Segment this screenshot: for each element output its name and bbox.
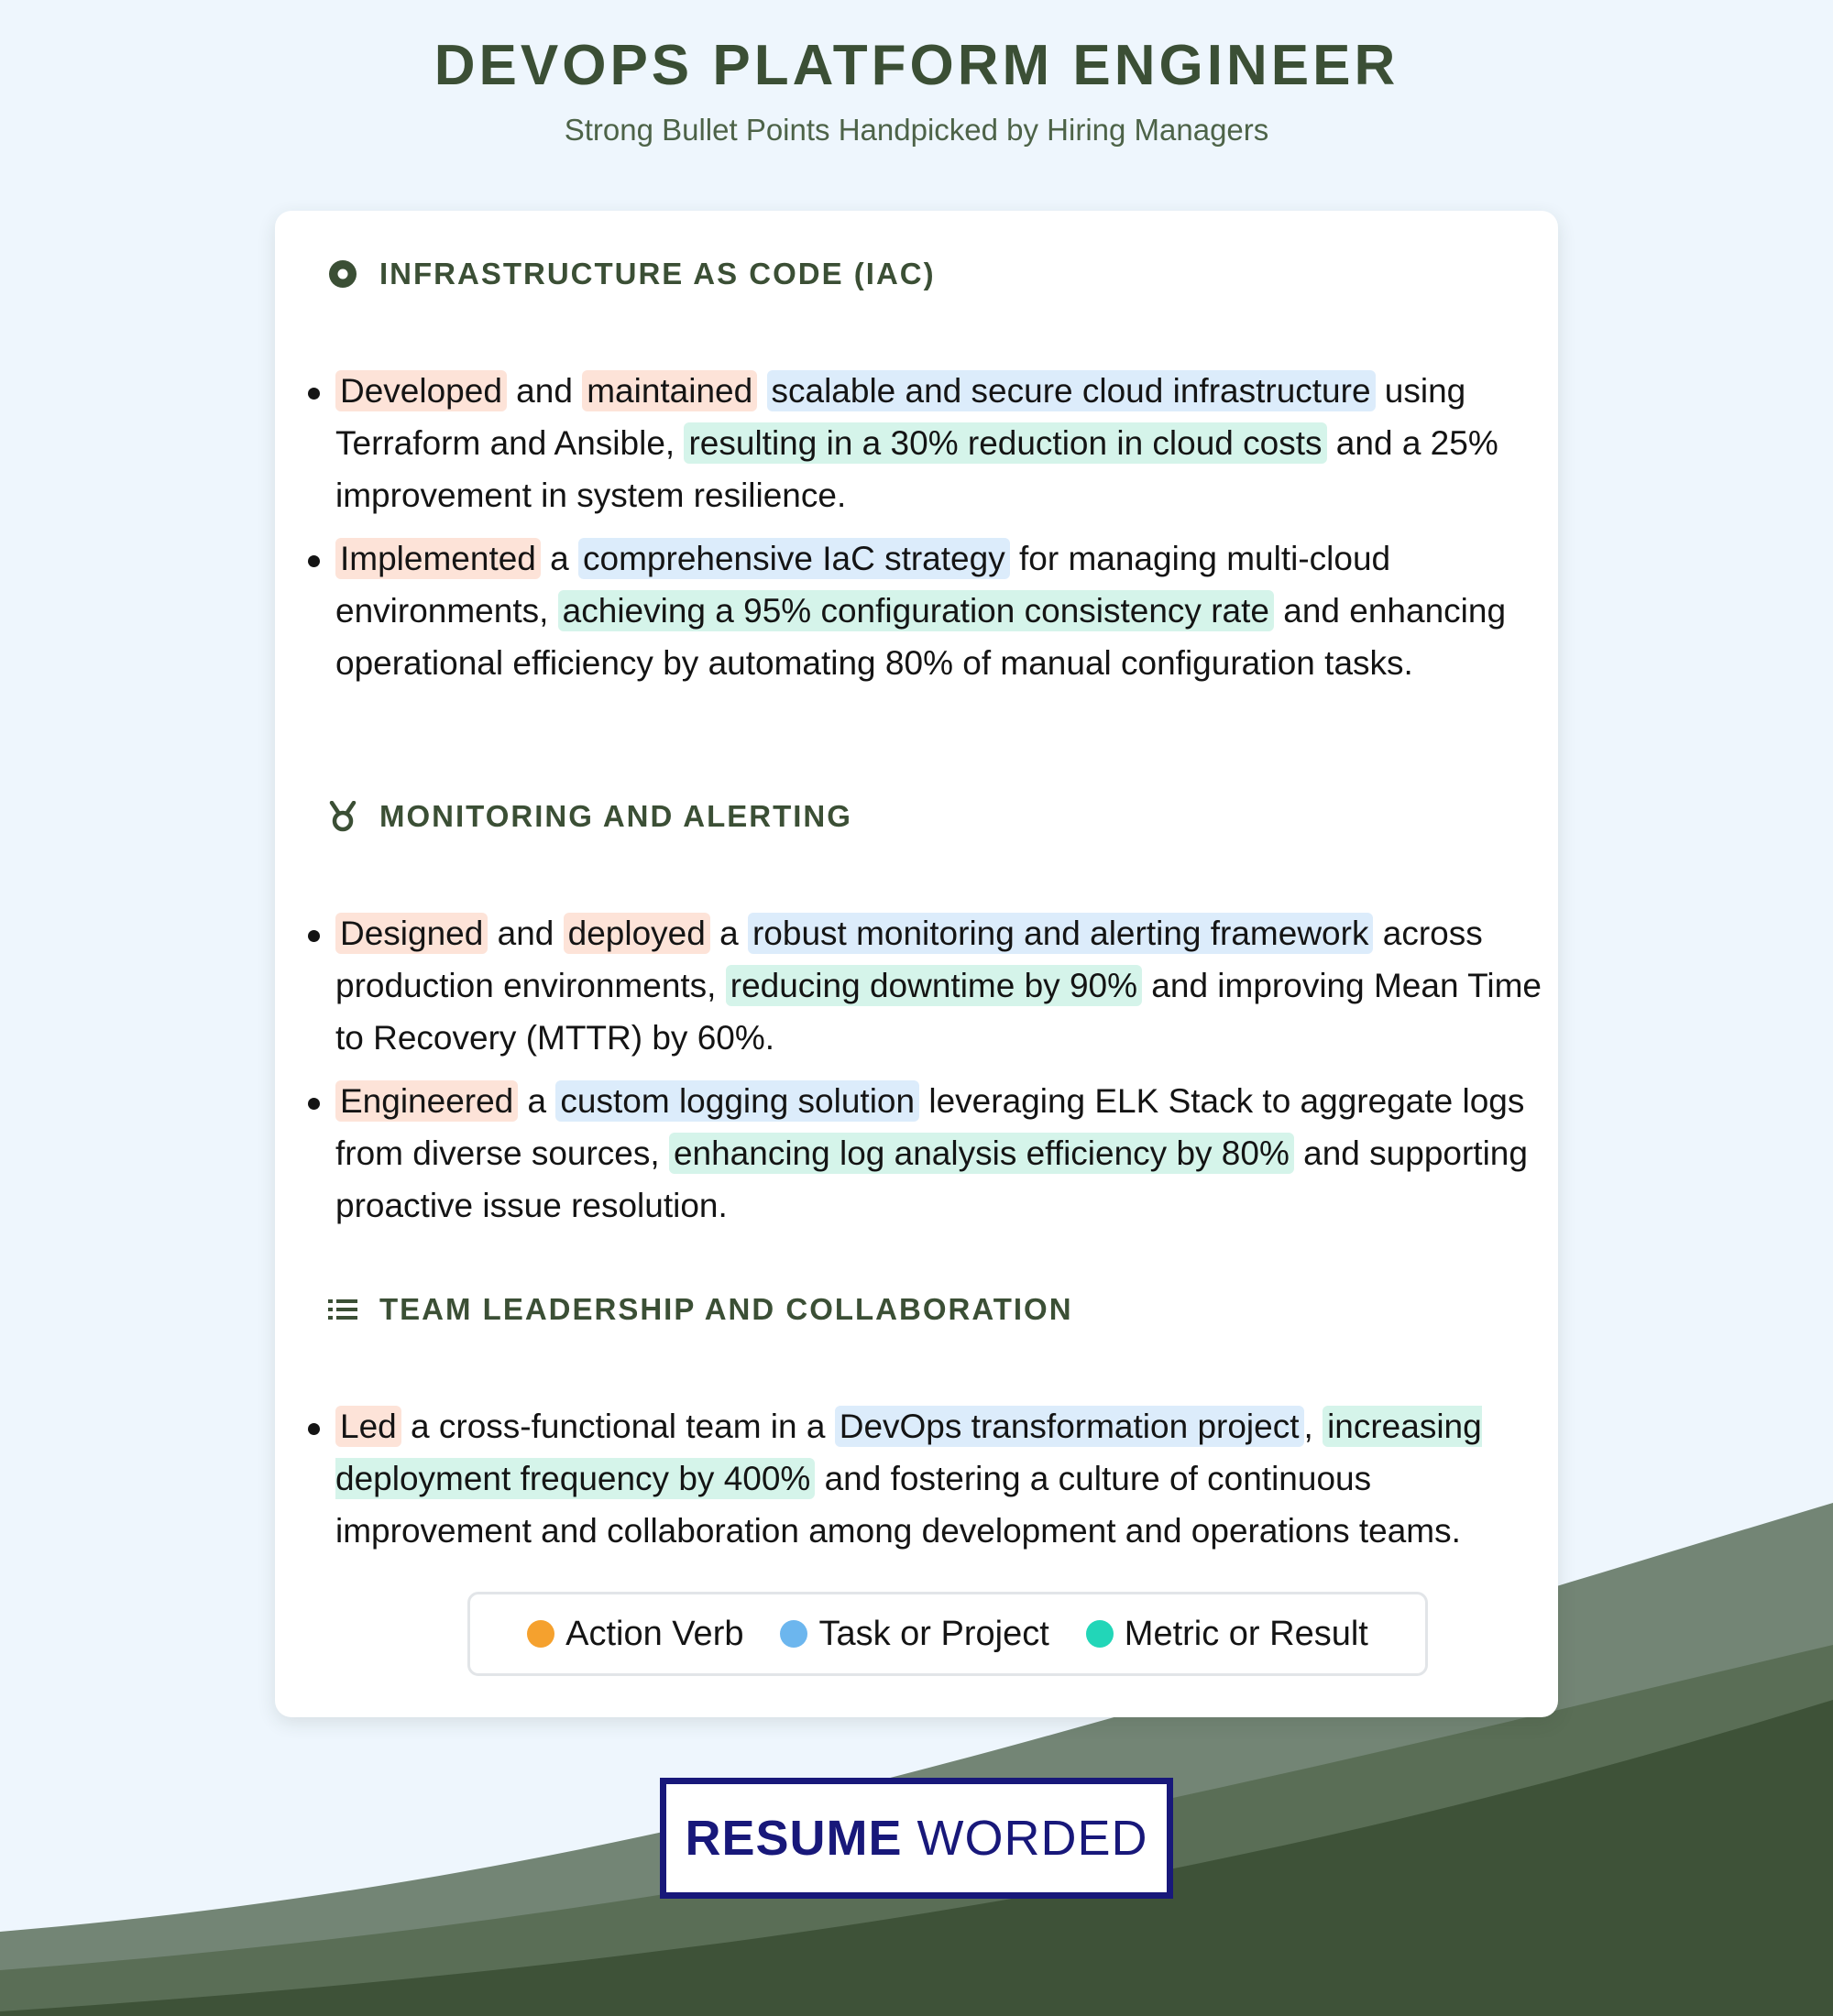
list-icon xyxy=(326,1293,359,1326)
bullet-text: a xyxy=(709,915,748,952)
highlight-legend xyxy=(467,1592,1428,1676)
bullet-text: using Terraform and Ansible, xyxy=(335,372,1466,462)
bullet-text: and supporting proactive issue resolution. xyxy=(335,1134,1528,1224)
bullet-item xyxy=(335,1400,1545,1557)
bullet-text: and xyxy=(488,915,564,952)
action-verb-highlight: deployed xyxy=(564,913,710,954)
bullet-item xyxy=(335,365,1545,521)
task-highlight: scalable and secure cloud infrastructure xyxy=(767,370,1376,411)
bullet-text: a xyxy=(518,1082,556,1120)
bullet-text xyxy=(757,372,766,410)
legend-label: Metric or Result xyxy=(1124,1614,1368,1653)
bullet-item xyxy=(335,532,1545,689)
bullet-list xyxy=(335,1400,1545,1568)
target-icon xyxy=(326,257,359,290)
section-title: INFRASTRUCTURE AS CODE (IAC) xyxy=(379,257,936,290)
action-verb-highlight: maintained xyxy=(582,370,757,411)
bullet-text: and xyxy=(506,372,583,410)
bullet-text: leveraging ELK Stack to aggregate logs from diverse sources, xyxy=(335,1082,1525,1172)
metric-highlight: achieving a 95% configuration consistency rate xyxy=(558,590,1274,631)
metric-highlight: resulting in a 30% reduction in cloud costs xyxy=(684,422,1326,464)
bullet-text: and a 25% improvement in system resilience. xyxy=(335,424,1498,514)
logo-bold-text: RESUME xyxy=(685,1811,903,1866)
resume-worded-logo[interactable] xyxy=(660,1778,1173,1899)
bullet-text: a xyxy=(540,540,579,577)
orange-dot-icon xyxy=(527,1620,554,1648)
task-highlight: comprehensive IaC strategy xyxy=(578,538,1010,579)
task-highlight: robust monitoring and alerting framework xyxy=(748,913,1374,954)
action-verb-highlight: Led xyxy=(335,1406,401,1447)
bullet-list xyxy=(335,365,1545,700)
bullet-text: and fostering a culture of continuous improvement and collaboration among development and operations teams. xyxy=(335,1460,1461,1550)
bullet-text: , xyxy=(1303,1408,1323,1445)
section-title: MONITORING AND ALERTING xyxy=(379,799,852,833)
bullet-item xyxy=(335,1075,1545,1232)
action-verb-highlight: Engineered xyxy=(335,1080,518,1122)
metric-highlight: enhancing log analysis efficiency by 80% xyxy=(669,1133,1294,1174)
teal-dot-icon xyxy=(1086,1620,1114,1648)
section-title: TEAM LEADERSHIP AND COLLABORATION xyxy=(379,1292,1073,1326)
legend-item-action-verb xyxy=(527,1615,743,1654)
blue-dot-icon xyxy=(780,1620,807,1648)
bullet-text: for managing multi-cloud environments, xyxy=(335,540,1391,630)
medal-icon xyxy=(326,800,359,833)
page-header xyxy=(0,33,1833,148)
bullets-card xyxy=(275,211,1558,1717)
action-verb-highlight: Developed xyxy=(335,370,507,411)
task-highlight: custom logging solution xyxy=(555,1080,919,1122)
page-title: DEVOPS PLATFORM ENGINEER xyxy=(434,34,1399,97)
metric-highlight: increasing deployment frequency by 400% xyxy=(335,1408,1482,1497)
action-verb-highlight: Designed xyxy=(335,913,488,954)
bullet-item xyxy=(335,907,1545,1064)
bullet-list xyxy=(335,907,1545,1243)
legend-label: Action Verb xyxy=(565,1614,744,1653)
section-header xyxy=(326,251,936,297)
bullet-text: and improving Mean Time to Recovery (MTTR) by 60%. xyxy=(335,967,1542,1057)
metric-highlight: reducing downtime by 90% xyxy=(726,965,1142,1006)
section-header xyxy=(326,1287,1073,1332)
bullet-text: across production environments, xyxy=(335,915,1483,1004)
legend-item-metric xyxy=(1086,1615,1368,1654)
legend-item-task xyxy=(780,1615,1048,1654)
section-header xyxy=(326,794,852,839)
logo-light-text: WORDED xyxy=(916,1811,1148,1866)
legend-label: Task or Project xyxy=(818,1614,1049,1653)
bullet-text: a cross-functional team in a xyxy=(401,1408,835,1445)
action-verb-highlight: Implemented xyxy=(335,538,541,579)
bullet-text: and enhancing operational efficiency by automating 80% of manual configuration tasks. xyxy=(335,592,1507,682)
page-subtitle: Strong Bullet Points Handpicked by Hiring Managers xyxy=(564,113,1269,147)
task-highlight: DevOps transformation project xyxy=(835,1406,1304,1447)
